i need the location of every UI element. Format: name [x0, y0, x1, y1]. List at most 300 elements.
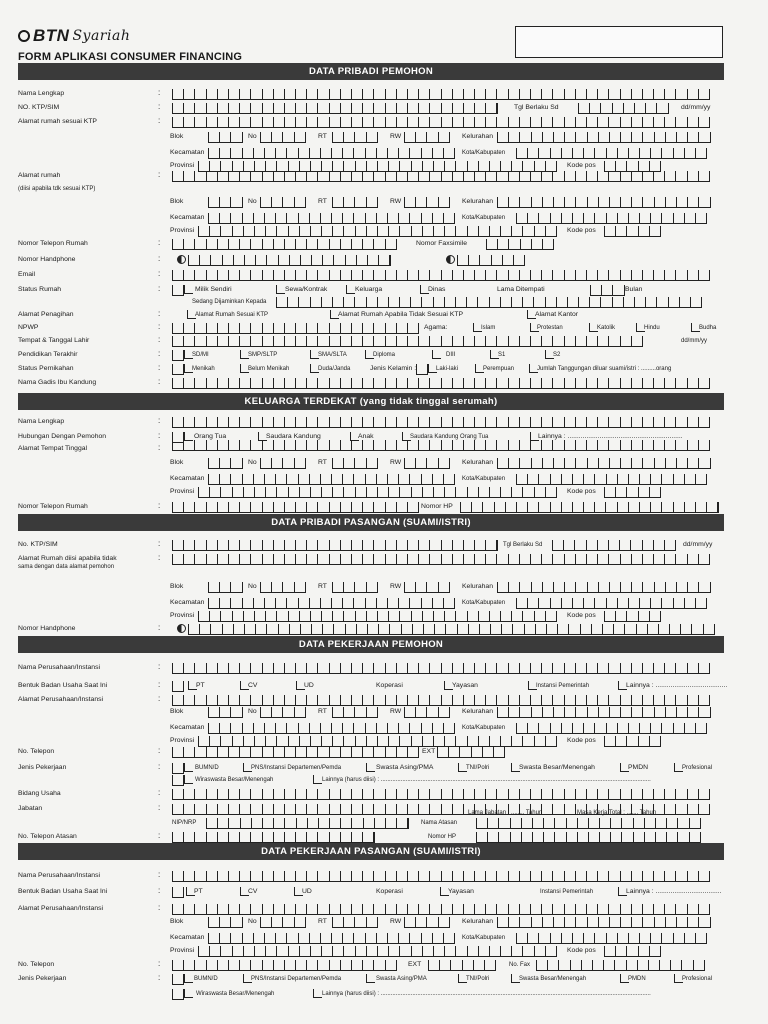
kode-pos-field[interactable] — [604, 224, 661, 237]
char-box[interactable] — [264, 474, 275, 485]
char-box[interactable] — [194, 747, 205, 758]
char-box[interactable] — [206, 270, 217, 281]
char-box[interactable] — [687, 707, 698, 718]
char-box[interactable] — [519, 171, 530, 182]
char-box[interactable] — [194, 239, 205, 250]
fax-field[interactable] — [486, 237, 554, 250]
char-box[interactable] — [253, 933, 264, 944]
char-box[interactable] — [217, 554, 228, 565]
char-box[interactable] — [194, 270, 205, 281]
char-box[interactable] — [608, 554, 619, 565]
char-box[interactable] — [385, 171, 396, 182]
char-box[interactable] — [295, 747, 306, 758]
char-box[interactable] — [340, 502, 351, 513]
char-box[interactable] — [306, 103, 317, 114]
kecamatan-field[interactable] — [208, 472, 455, 485]
kota-field[interactable] — [516, 596, 707, 609]
char-box[interactable] — [194, 323, 205, 334]
char-box[interactable] — [631, 663, 642, 674]
char-box[interactable] — [288, 487, 299, 498]
char-box[interactable] — [698, 117, 709, 128]
char-box[interactable] — [642, 440, 653, 451]
char-box[interactable] — [620, 554, 631, 565]
char-box[interactable] — [340, 270, 351, 281]
char-box[interactable] — [329, 904, 340, 915]
char-box[interactable] — [362, 417, 373, 428]
char-box[interactable] — [687, 458, 698, 469]
char-box[interactable] — [329, 502, 340, 513]
char-box[interactable] — [675, 804, 686, 815]
char-box[interactable] — [546, 624, 557, 635]
char-box[interactable] — [489, 297, 500, 308]
char-box[interactable] — [478, 946, 489, 957]
char-box[interactable] — [617, 502, 628, 513]
char-box[interactable] — [351, 103, 362, 114]
blok-field[interactable] — [208, 705, 243, 718]
char-box-field[interactable] — [404, 195, 450, 208]
char-box[interactable] — [294, 707, 305, 718]
char-box[interactable] — [511, 946, 522, 957]
char-box[interactable] — [441, 540, 452, 551]
char-box[interactable] — [332, 132, 343, 143]
char-box[interactable] — [553, 582, 564, 593]
char-box[interactable] — [597, 171, 608, 182]
char-box[interactable] — [299, 226, 310, 237]
char-box[interactable] — [396, 440, 407, 451]
char-box[interactable] — [639, 723, 650, 734]
char-box[interactable] — [232, 226, 243, 237]
char-box[interactable] — [396, 270, 407, 281]
char-box[interactable] — [649, 611, 660, 622]
char-box[interactable] — [698, 707, 709, 718]
char-box[interactable] — [441, 804, 452, 815]
char-box[interactable] — [628, 933, 639, 944]
char-box[interactable] — [262, 832, 273, 843]
char-box[interactable] — [550, 213, 561, 224]
char-box[interactable] — [485, 117, 496, 128]
char-box[interactable] — [530, 378, 541, 389]
char-box[interactable] — [385, 239, 396, 250]
char-box[interactable] — [675, 270, 686, 281]
char-box[interactable] — [228, 117, 239, 128]
char-box[interactable] — [500, 487, 511, 498]
char-box[interactable] — [538, 933, 549, 944]
char-box[interactable] — [623, 297, 634, 308]
char-box[interactable] — [332, 487, 343, 498]
char-box[interactable] — [604, 611, 615, 622]
char-box[interactable] — [575, 270, 586, 281]
char-box[interactable] — [366, 226, 377, 237]
char-box[interactable] — [620, 871, 631, 882]
char-box[interactable] — [620, 789, 631, 800]
char-box[interactable] — [519, 89, 530, 100]
char-box[interactable] — [366, 297, 377, 308]
char-box[interactable] — [284, 789, 295, 800]
char-box[interactable] — [620, 117, 631, 128]
char-box[interactable] — [631, 917, 642, 928]
char-box[interactable] — [666, 818, 677, 829]
char-box[interactable] — [564, 663, 575, 674]
char-box[interactable] — [273, 663, 284, 674]
char-box[interactable] — [418, 789, 429, 800]
char-box[interactable] — [306, 440, 317, 451]
char-box[interactable] — [404, 707, 415, 718]
char-box-field[interactable] — [260, 195, 306, 208]
char-box[interactable] — [452, 270, 463, 281]
char-box[interactable] — [306, 904, 317, 915]
char-box[interactable] — [421, 933, 432, 944]
char-box[interactable] — [172, 887, 183, 898]
char-box[interactable] — [355, 487, 366, 498]
char-box[interactable] — [385, 554, 396, 565]
char-box[interactable] — [545, 226, 556, 237]
char-box[interactable] — [206, 904, 217, 915]
pp-nama-field[interactable] — [172, 869, 710, 882]
char-box-field[interactable] — [172, 362, 184, 375]
char-box[interactable] — [228, 336, 239, 347]
char-box[interactable] — [217, 89, 228, 100]
char-box[interactable] — [366, 487, 377, 498]
char-box[interactable] — [273, 117, 284, 128]
char-box[interactable] — [415, 458, 426, 469]
char-box[interactable] — [511, 487, 522, 498]
char-box[interactable] — [343, 582, 354, 593]
char-box[interactable] — [591, 624, 602, 635]
char-box[interactable] — [441, 904, 452, 915]
char-box[interactable] — [675, 904, 686, 915]
char-box[interactable] — [487, 832, 498, 843]
char-box[interactable] — [508, 917, 519, 928]
char-box[interactable] — [329, 554, 340, 565]
char-box[interactable] — [575, 89, 586, 100]
char-box[interactable] — [608, 440, 619, 451]
char-box[interactable] — [455, 946, 466, 957]
char-box[interactable] — [378, 624, 389, 635]
char-box[interactable] — [206, 540, 217, 551]
char-box[interactable] — [482, 502, 493, 513]
char-box[interactable] — [474, 103, 485, 114]
char-box[interactable] — [656, 103, 667, 114]
char-box[interactable] — [376, 598, 387, 609]
pas-hp-field[interactable] — [188, 622, 715, 635]
char-box[interactable] — [219, 474, 230, 485]
char-box[interactable] — [659, 960, 670, 971]
char-box[interactable] — [239, 663, 250, 674]
kode-pos-field[interactable] — [604, 944, 661, 957]
char-box[interactable] — [675, 417, 686, 428]
char-box[interactable] — [332, 917, 343, 928]
char-box[interactable] — [373, 89, 384, 100]
char-box[interactable] — [474, 270, 485, 281]
char-box[interactable] — [508, 904, 519, 915]
char-box[interactable] — [410, 297, 421, 308]
char-box[interactable] — [362, 540, 373, 551]
char-box[interactable] — [284, 871, 295, 882]
option-checkbox[interactable] — [366, 763, 375, 772]
char-box[interactable] — [511, 736, 522, 747]
char-box[interactable] — [538, 474, 549, 485]
char-box[interactable] — [429, 103, 440, 114]
ktp-field[interactable] — [172, 101, 498, 114]
char-box[interactable] — [208, 598, 219, 609]
char-box[interactable] — [586, 117, 597, 128]
char-box[interactable] — [474, 663, 485, 674]
char-box[interactable] — [675, 378, 686, 389]
char-box[interactable] — [317, 378, 328, 389]
char-box[interactable] — [206, 789, 217, 800]
char-box[interactable] — [530, 89, 541, 100]
char-box[interactable] — [351, 417, 362, 428]
char-box[interactable] — [194, 171, 205, 182]
char-box[interactable] — [606, 474, 617, 485]
char-box[interactable] — [194, 378, 205, 389]
char-box[interactable] — [610, 818, 621, 829]
char-box[interactable] — [568, 624, 579, 635]
char-box[interactable] — [564, 171, 575, 182]
char-box[interactable] — [219, 598, 230, 609]
char-box[interactable] — [208, 723, 219, 734]
char-box[interactable] — [198, 611, 209, 622]
char-box[interactable] — [351, 171, 362, 182]
char-box[interactable] — [664, 417, 675, 428]
char-box[interactable] — [306, 663, 317, 674]
char-box[interactable] — [628, 598, 639, 609]
char-box[interactable] — [329, 89, 340, 100]
char-box[interactable] — [626, 946, 637, 957]
char-box[interactable] — [421, 723, 432, 734]
char-box[interactable] — [284, 663, 295, 674]
nip-field[interactable] — [206, 816, 409, 829]
char-box[interactable] — [332, 582, 343, 593]
char-box[interactable] — [519, 871, 530, 882]
char-box[interactable] — [676, 707, 687, 718]
char-box[interactable] — [531, 197, 542, 208]
char-box[interactable] — [496, 417, 507, 428]
char-box[interactable] — [558, 960, 569, 971]
char-box[interactable] — [260, 707, 271, 718]
char-box[interactable] — [575, 663, 586, 674]
char-box[interactable] — [411, 226, 422, 237]
char-box[interactable] — [534, 736, 545, 747]
char-box[interactable] — [340, 378, 351, 389]
char-box[interactable] — [429, 270, 440, 281]
char-box[interactable] — [444, 946, 455, 957]
char-box[interactable] — [541, 378, 552, 389]
char-box[interactable] — [600, 103, 611, 114]
char-box[interactable] — [373, 871, 384, 882]
char-box[interactable] — [675, 171, 686, 182]
char-box[interactable] — [217, 171, 228, 182]
char-box[interactable] — [577, 832, 588, 843]
char-box[interactable] — [251, 818, 262, 829]
char-box[interactable] — [262, 323, 273, 334]
char-box[interactable] — [172, 804, 183, 815]
char-box[interactable] — [172, 171, 183, 182]
char-box[interactable] — [606, 598, 617, 609]
char-box[interactable] — [262, 904, 273, 915]
char-box[interactable] — [317, 270, 328, 281]
char-box[interactable] — [219, 458, 230, 469]
char-box[interactable] — [332, 297, 343, 308]
char-box[interactable] — [474, 554, 485, 565]
char-box[interactable] — [332, 197, 343, 208]
char-box[interactable] — [642, 582, 653, 593]
char-box[interactable] — [376, 933, 387, 944]
char-box[interactable] — [463, 89, 474, 100]
char-box[interactable] — [589, 103, 600, 114]
char-box[interactable] — [429, 804, 440, 815]
char-box[interactable] — [321, 487, 332, 498]
char-box[interactable] — [474, 89, 485, 100]
char-box[interactable] — [306, 960, 317, 971]
char-box[interactable] — [642, 663, 653, 674]
char-box[interactable] — [522, 736, 533, 747]
char-box[interactable] — [250, 789, 261, 800]
char-box[interactable] — [552, 804, 563, 815]
char-box[interactable] — [574, 540, 585, 551]
char-box[interactable] — [690, 297, 701, 308]
char-box[interactable] — [538, 213, 549, 224]
char-box[interactable] — [284, 960, 295, 971]
char-box[interactable] — [318, 818, 329, 829]
char-box[interactable] — [433, 297, 444, 308]
char-box[interactable] — [698, 440, 709, 451]
char-box[interactable] — [485, 378, 496, 389]
char-box[interactable] — [588, 818, 599, 829]
char-box[interactable] — [388, 611, 399, 622]
char-box[interactable] — [172, 350, 183, 361]
char-box[interactable] — [698, 582, 709, 593]
char-box[interactable] — [496, 871, 507, 882]
char-box[interactable] — [429, 171, 440, 182]
char-box[interactable] — [398, 213, 409, 224]
char-box[interactable] — [416, 364, 427, 375]
char-box[interactable] — [575, 871, 586, 882]
char-box[interactable] — [597, 378, 608, 389]
char-box[interactable] — [542, 458, 553, 469]
char-box[interactable] — [329, 270, 340, 281]
char-box[interactable] — [385, 502, 396, 513]
char-box[interactable] — [684, 723, 695, 734]
char-box[interactable] — [541, 171, 552, 182]
char-box[interactable] — [608, 117, 619, 128]
char-box[interactable] — [496, 904, 507, 915]
char-box[interactable] — [217, 789, 228, 800]
char-box[interactable] — [561, 474, 572, 485]
char-box[interactable] — [583, 598, 594, 609]
char-box[interactable] — [351, 323, 362, 334]
char-box[interactable] — [516, 723, 527, 734]
char-box[interactable] — [452, 789, 463, 800]
char-box[interactable] — [172, 417, 183, 428]
char-box[interactable] — [276, 611, 287, 622]
char-box[interactable] — [209, 226, 220, 237]
char-box[interactable] — [255, 255, 266, 266]
char-box[interactable] — [284, 554, 295, 565]
char-box[interactable] — [687, 440, 698, 451]
char-box[interactable] — [429, 663, 440, 674]
char-box[interactable] — [329, 832, 340, 843]
char-box[interactable] — [396, 540, 407, 551]
char-box[interactable] — [508, 89, 519, 100]
char-box[interactable] — [172, 285, 183, 296]
blok-field[interactable] — [208, 195, 243, 208]
char-box[interactable] — [452, 540, 463, 551]
char-box[interactable] — [250, 871, 261, 882]
char-box[interactable] — [317, 171, 328, 182]
char-box[interactable] — [530, 117, 541, 128]
char-box[interactable] — [642, 871, 653, 882]
char-box[interactable] — [271, 917, 282, 928]
char-box[interactable] — [653, 789, 664, 800]
char-box[interactable] — [310, 611, 321, 622]
char-box[interactable] — [572, 148, 583, 159]
char-box[interactable] — [183, 960, 194, 971]
char-box[interactable] — [254, 611, 265, 622]
char-box[interactable] — [658, 624, 669, 635]
char-box[interactable] — [433, 226, 444, 237]
char-box[interactable] — [575, 917, 586, 928]
char-box[interactable] — [519, 378, 530, 389]
char-box[interactable] — [209, 487, 220, 498]
char-box[interactable] — [415, 917, 426, 928]
char-box[interactable] — [300, 255, 311, 266]
char-box[interactable] — [519, 582, 530, 593]
char-box[interactable] — [639, 474, 650, 485]
char-box[interactable] — [362, 239, 373, 250]
char-box-field[interactable] — [172, 972, 184, 985]
char-box[interactable] — [407, 789, 418, 800]
char-box[interactable] — [295, 663, 306, 674]
char-box[interactable] — [496, 789, 507, 800]
char-box[interactable] — [418, 554, 429, 565]
char-box[interactable] — [484, 960, 495, 971]
char-box[interactable] — [262, 818, 273, 829]
kel-alamat-field[interactable] — [172, 438, 710, 451]
char-box[interactable] — [206, 378, 217, 389]
char-box[interactable] — [500, 611, 511, 622]
char-box[interactable] — [362, 440, 373, 451]
char-box[interactable] — [664, 540, 675, 551]
char-box[interactable] — [586, 417, 597, 428]
char-box[interactable] — [396, 789, 407, 800]
char-box[interactable] — [644, 832, 655, 843]
char-box[interactable] — [333, 255, 344, 266]
char-box[interactable] — [429, 417, 440, 428]
char-box[interactable] — [665, 917, 676, 928]
char-box[interactable] — [317, 904, 328, 915]
char-box[interactable] — [575, 132, 586, 143]
char-box[interactable] — [441, 103, 452, 114]
char-box[interactable] — [206, 804, 217, 815]
char-box[interactable] — [564, 917, 575, 928]
char-box[interactable] — [373, 270, 384, 281]
char-box[interactable] — [329, 818, 340, 829]
char-box[interactable] — [583, 148, 594, 159]
char-box[interactable] — [396, 502, 407, 513]
char-box[interactable] — [219, 917, 230, 928]
char-box[interactable] — [575, 378, 586, 389]
char-box[interactable] — [522, 946, 533, 957]
char-box[interactable] — [199, 255, 210, 266]
char-box[interactable] — [306, 323, 317, 334]
char-box[interactable] — [631, 789, 642, 800]
char-box[interactable] — [240, 818, 251, 829]
char-box[interactable] — [306, 554, 317, 565]
char-box[interactable] — [510, 832, 521, 843]
char-box[interactable] — [351, 789, 362, 800]
char-box[interactable] — [262, 502, 273, 513]
